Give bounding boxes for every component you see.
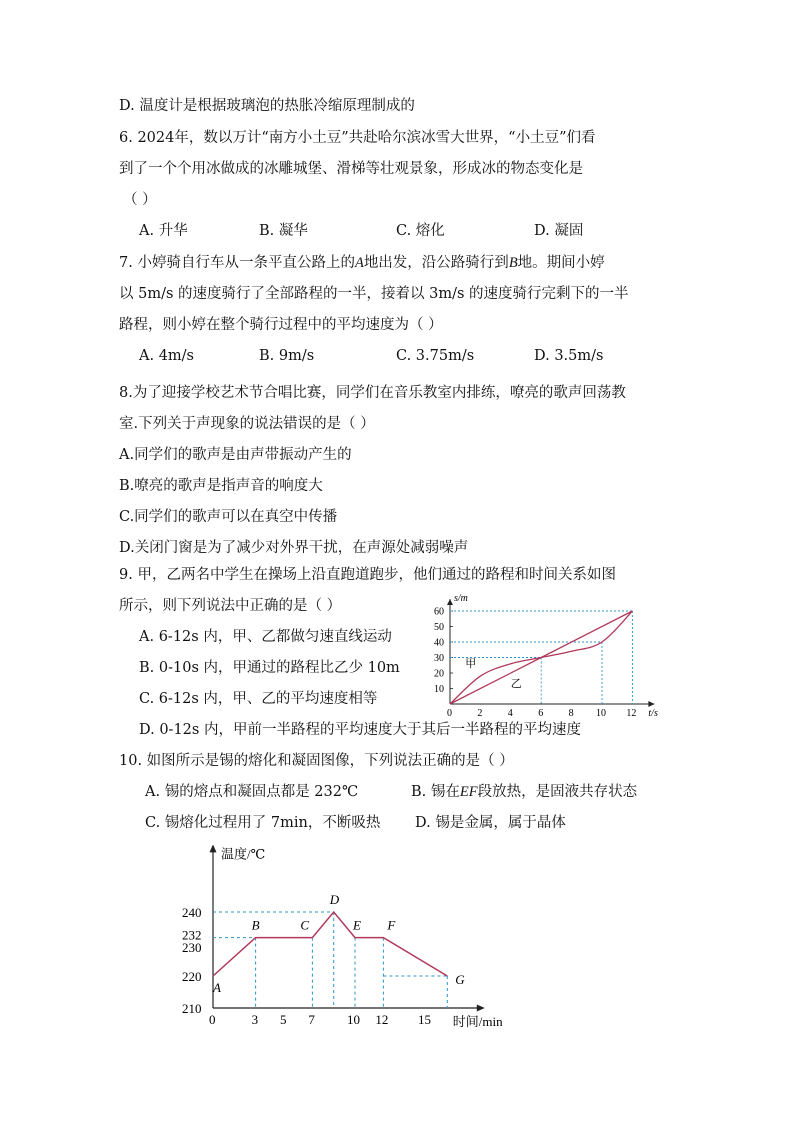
q6-stem-line2: 到了一个个用冰做成的冰雕城堡、滑梯等壮观景象，形成冰的物态变化是 xyxy=(119,161,583,177)
series-label-jia: 甲 xyxy=(465,657,477,670)
x-tick-label: 5 xyxy=(280,1012,287,1027)
x-tick-label: 2 xyxy=(477,708,483,719)
q10-option-d[interactable]: D. 锡是金属，属于晶体 xyxy=(415,815,566,831)
x-tick-label: 6 xyxy=(538,708,544,719)
q7-stem-line3: 路程，则小婷在整个骑行过程中的平均速度为（ ） xyxy=(119,317,443,333)
q6-answer-paren: （ ） xyxy=(123,192,157,208)
series-label-yi: 乙 xyxy=(510,677,522,690)
q9-option-b[interactable]: B. 0-10s 内，甲通过的路程比乙少 10m xyxy=(139,660,400,676)
point-label-e: E xyxy=(353,917,361,933)
y-axis-arrow xyxy=(447,599,453,605)
q7-option-a[interactable]: A. 4m/s xyxy=(139,348,194,364)
x-axis-label: t/s xyxy=(648,708,658,719)
q6-option-b[interactable]: B. 凝华 xyxy=(259,223,308,239)
y-tick-label: 240 xyxy=(182,905,202,920)
x-tick-label: 0 xyxy=(209,1012,216,1027)
q9-option-d[interactable]: D. 0-12s 内，甲前一半路程的平均速度大于其后一半路程的平均速度 xyxy=(139,722,581,738)
y-tick-label: 60 xyxy=(434,606,444,618)
x-axis-arrow xyxy=(648,701,654,707)
y-tick-label: 20 xyxy=(434,668,444,680)
q8-stem-line2: 室.下列关于声现象的说法错误的是（ ） xyxy=(119,416,375,432)
y-tick-label: 220 xyxy=(182,969,202,984)
point-label-a: A xyxy=(213,980,221,995)
x-tick-label: 12 xyxy=(626,708,637,719)
q8-stem-line1: 8.为了迎接学校艺术节合唱比赛，同学们在音乐教室内排练，嘹亮的歌声回荡教 xyxy=(119,385,626,401)
q6-option-a[interactable]: A. 升华 xyxy=(139,223,188,239)
tin-temperature-curve xyxy=(213,912,447,976)
q10-option-a[interactable]: A. 锡的熔点和凝固点都是 232℃ xyxy=(145,784,359,800)
y-tick-label: 232 xyxy=(182,927,202,943)
x-axis-arrow xyxy=(477,1005,485,1012)
q7-option-c[interactable]: C. 3.75m/s xyxy=(396,348,475,364)
q7-stem-line2: 以 5m/s 的速度骑行了全部路程的一半，接着以 3m/s 的速度骑行完剩下的一半 xyxy=(119,286,629,302)
x-tick-label: 15 xyxy=(418,1012,431,1027)
y-axis-label: 温度/℃ xyxy=(221,846,266,862)
q6-option-c[interactable]: C. 熔化 xyxy=(396,223,445,239)
point-label-b: B xyxy=(251,917,260,933)
y-tick-label: 230 xyxy=(182,940,202,955)
y-tick-label: 10 xyxy=(434,684,444,695)
x-tick-label: 10 xyxy=(596,708,606,719)
point-label-f: F xyxy=(387,917,396,933)
y-tick-label: 30 xyxy=(434,653,444,664)
y-tick-label: 210 xyxy=(182,1001,202,1016)
q8-option-b[interactable]: B.嘹亮的歌声是指声音的响度大 xyxy=(119,478,323,494)
q6-option-d[interactable]: D. 凝固 xyxy=(534,223,584,239)
x-tick-label: 8 xyxy=(568,708,574,719)
q9-stem-line1: 9. 甲，乙两名中学生在操场上沿直跑道跑步，他们通过的路程和时间关系如图 xyxy=(119,567,616,583)
y-axis-label: s/m xyxy=(454,593,468,604)
x-tick-label: 0 xyxy=(447,708,452,719)
temperature-time-chart xyxy=(170,845,540,1040)
x-tick-label: 12 xyxy=(375,1012,389,1027)
q10-option-c[interactable]: C. 锡熔化过程用了 7min，不断吸热 xyxy=(145,815,381,831)
x-tick-label: 7 xyxy=(308,1012,315,1027)
y-tick-label: 40 xyxy=(434,637,444,649)
q8-option-c[interactable]: C.同学们的歌声可以在真空中传播 xyxy=(119,509,338,525)
q9-stem-line2: 所示，则下列说法中正确的是（ ） xyxy=(119,598,342,614)
q7-option-b[interactable]: B. 9m/s xyxy=(259,348,315,364)
x-axis-label: 时间/min xyxy=(452,1014,503,1029)
q10-option-b-text: B. 锡在 xyxy=(411,784,460,800)
q6-stem-line1: 6. 2024年，数以万计“南方小土豆”共赴哈尔滨冰雪大世界，“小土豆”们看 xyxy=(119,130,596,146)
q7-stem-text-end: 地。期间小婷 xyxy=(517,255,605,271)
q8-option-a[interactable]: A.同学们的歌声是由声带振动产生的 xyxy=(119,447,352,463)
x-tick-label: 3 xyxy=(251,1012,259,1027)
q7-point-b: B xyxy=(508,255,518,271)
q9-option-c[interactable]: C. 6-12s 内，甲、乙的平均速度相等 xyxy=(139,691,378,707)
point-label-d: D xyxy=(329,892,340,907)
y-tick-label: 50 xyxy=(434,622,444,633)
q7-stem-text-mid: 地出发，沿公路骑行到 xyxy=(363,255,509,271)
q7-option-d[interactable]: D. 3.5m/s xyxy=(534,348,604,364)
point-label-g: G xyxy=(455,972,465,987)
q10-option-b-text-end: 段放热，是固液共存状态 xyxy=(477,784,638,800)
q7-stem-text: 7. 小婷骑自行车从一条平直公路上的 xyxy=(119,255,355,271)
q8-option-d[interactable]: D.关闭门窗是为了减少对外界干扰，在声源处减弱噪声 xyxy=(119,540,469,556)
distance-time-chart xyxy=(420,590,680,720)
y-axis-arrow xyxy=(210,845,217,852)
point-label-c: C xyxy=(300,917,310,933)
q10-segment-ef: EF xyxy=(459,784,478,800)
q7-point-a: A xyxy=(354,255,364,271)
q9-option-a[interactable]: A. 6-12s 内，甲、乙都做匀速直线运动 xyxy=(139,629,392,645)
q7-stem-line1 xyxy=(119,253,605,273)
x-tick-label: 10 xyxy=(347,1012,360,1027)
q5-option-d: D. 温度计是根据玻璃泡的热胀冷缩原理制成的 xyxy=(119,98,415,114)
x-tick-label: 4 xyxy=(507,708,513,719)
q10-stem: 10. 如图所示是锡的熔化和凝固图像，下列说法正确的是（ ） xyxy=(119,753,514,769)
q10-option-b[interactable] xyxy=(411,782,637,802)
